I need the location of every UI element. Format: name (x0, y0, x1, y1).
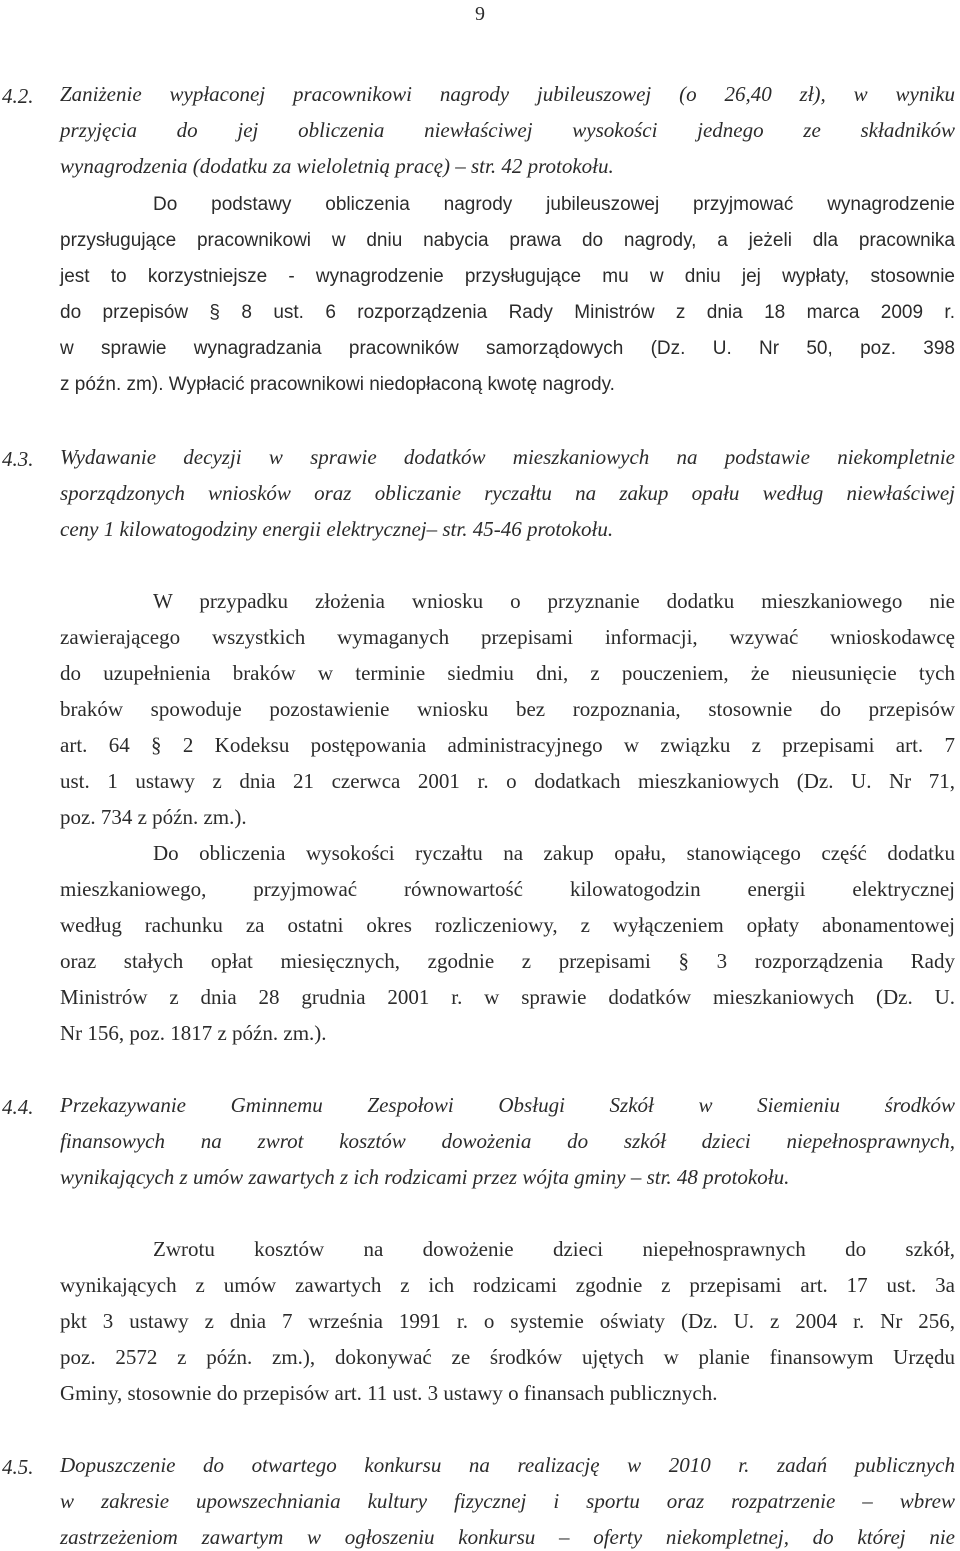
section-title-line: wynagrodzenia (dodatku za wieloletnią pracę) – str. 42 protokołu. (60, 154, 614, 178)
section-number: 4.4. (2, 1095, 34, 1119)
paragraph-line: do przepisów § 8 ust. 6 rozporządzenia Rady Ministrów z dnia 18 marca 2009 r. (60, 302, 955, 323)
section-number: 4.5. (2, 1455, 34, 1479)
paragraph-line: Zwrotu kosztów na dowożenie dzieci niepełnosprawnych do szkół, (153, 1237, 955, 1261)
paragraph-line: zawierającego wszystkich wymaganych przepisami informacji, wzywać wnioskodawcę (60, 625, 955, 649)
paragraph-line: jest to korzystniejsze - wynagrodzenie przysługujące mu w dniu jej wypłaty, stosownie (60, 266, 955, 287)
paragraph-line: pkt 3 ustawy z dnia 7 września 1991 r. o systemie oświaty (Dz. U. z 2004 r. Nr 256, (60, 1309, 955, 1333)
paragraph-line: W przypadku złożenia wniosku o przyznanie dodatku mieszkaniowego nie (153, 589, 955, 613)
paragraph-line: Ministrów z dnia 28 grudnia 2001 r. w sprawie dodatków mieszkaniowych (Dz. U. (60, 985, 955, 1009)
section-number: 4.2. (2, 84, 34, 108)
paragraph-line: wynikających z umów zawartych z ich rodzicami zgodnie z przepisami art. 17 ust. 3a (60, 1273, 955, 1297)
section-title-line: wynikających z umów zawartych z ich rodzicami przez wójta gminy – str. 48 protokołu. (60, 1165, 790, 1189)
paragraph-line: przysługujące pracownikowi w dniu nabycia prawa do nagrody, a jeżeli dla pracownika (60, 230, 955, 251)
section-title-line: finansowych na zwrot kosztów dowożenia do szkół dzieci niepełnosprawnych, (60, 1129, 955, 1153)
paragraph-line: oraz stałych opłat miesięcznych, zgodnie z przepisami § 3 rozporządzenia Rady (60, 949, 955, 973)
paragraph-line: ust. 1 ustawy z dnia 21 czerwca 2001 r. o dodatkach mieszkaniowych (Dz. U. Nr 71, (60, 769, 955, 793)
paragraph-line: Do obliczenia wysokości ryczałtu na zakup opału, stanowiącego część dodatku (153, 841, 955, 865)
section-title-line: sporządzonych wniosków oraz obliczanie ryczałtu na zakup opału według niewłaściwej (60, 481, 955, 505)
paragraph-line: w sprawie wynagradzania pracowników samorządowych (Dz. U. Nr 50, poz. 398 (60, 338, 955, 359)
section-title-line: Przekazywanie Gminnemu Zespołowi Obsługi Szkół w Siemieniu środków (60, 1093, 955, 1117)
paragraph-line: do uzupełnienia braków w terminie siedmiu dni, z pouczeniem, że nieusunięcie tych (60, 661, 955, 685)
paragraph-line: art. 64 § 2 Kodeksu postępowania administracyjnego w związku z przepisami art. 7 (60, 733, 955, 757)
paragraph-line: mieszkaniowego, przyjmować równowartość kilowatogodzin energii elektrycznej (60, 877, 955, 901)
section-title-line: w zakresie upowszechniania kultury fizycznej i sportu oraz rozpatrzenie – wbrew (60, 1489, 955, 1513)
paragraph-line: Nr 156, poz. 1817 z późn. zm.). (60, 1021, 327, 1045)
paragraph-line: poz. 734 z późn. zm.). (60, 805, 247, 829)
section-title-line: Zaniżenie wypłaconej pracownikowi nagrody jubileuszowej (o 26,40 zł), w wyniku (60, 82, 955, 106)
section-title-line: przyjęcia do jej obliczenia niewłaściwej wysokości jednego ze składników (60, 118, 955, 142)
section-title-line: Dopuszczenie do otwartego konkursu na realizację w 2010 r. zadań publicznych (60, 1453, 955, 1477)
paragraph-line: poz. 2572 z późn. zm.), dokonywać ze środków ujętych w planie finansowym Urzędu (60, 1345, 955, 1369)
section-number: 4.3. (2, 447, 34, 471)
section-title-line: zastrzeżeniom zawartym w ogłoszeniu konkursu – oferty niekompletnej, do której nie (60, 1525, 955, 1549)
paragraph-line: Do podstawy obliczenia nagrody jubileuszowej przyjmować wynagrodzenie (153, 194, 955, 215)
paragraph-line: z późn. zm). Wypłacić pracownikowi niedopłaconą kwotę nagrody. (60, 374, 615, 395)
page-number: 9 (475, 3, 485, 25)
paragraph-line: braków spowoduje pozostawienie wniosku bez rozpoznania, stosownie do przepisów (60, 697, 955, 721)
section-title-line: Wydawanie decyzji w sprawie dodatków mieszkaniowych na podstawie niekompletnie (60, 445, 955, 469)
paragraph-line: według rachunku za ostatni okres rozliczeniowy, z wyłączeniem opłaty abonamentowej (60, 913, 955, 937)
paragraph-line: Gminy, stosownie do przepisów art. 11 ust. 3 ustawy o finansach publicznych. (60, 1381, 718, 1405)
section-title-line: ceny 1 kilowatogodziny energii elektrycznej– str. 45-46 protokołu. (60, 517, 614, 541)
